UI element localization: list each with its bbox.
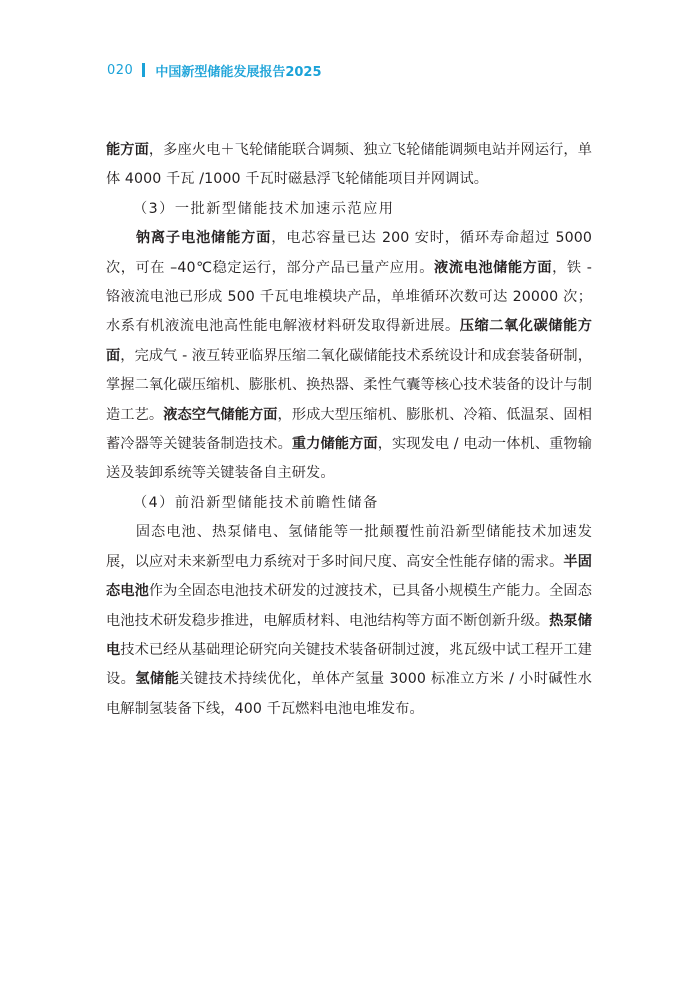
paragraph-text: ，形成大型压缩机、膨胀机、冷箱、低温泵、固相蓄冷器等关键装备制造技术。 xyxy=(106,406,593,453)
section-heading-4: （4）前沿新型储能技术前瞻性储备 xyxy=(132,494,379,511)
paragraph-demo-tech xyxy=(106,224,592,489)
bold-term: 液态空气储能方面 xyxy=(163,406,278,423)
section-heading-3: （3）一批新型储能技术加速示范应用 xyxy=(132,200,395,217)
body-text xyxy=(106,136,592,724)
paragraph-text: 关键技术持续优化，单体产氢量 3000 标准立方米 / 小时碱性水电解制氢装备下线，400 千瓦燃料电池电堆发布。 xyxy=(106,671,593,717)
bold-term: 压缩二氧化碳储能方面 xyxy=(106,318,592,364)
page-number: 020 xyxy=(107,62,134,78)
bold-term: 热泵储电 xyxy=(106,612,592,658)
bold-term: 半固态电池 xyxy=(106,553,593,600)
paragraph-text: ，完成气 - 液互转亚临界压缩二氧化碳储能技术系统设计和成套装备研制，掌握二氧化碳压缩机、膨胀机、换热器、柔性气囊等核心技术装备的设计与制造工艺。 xyxy=(106,347,592,423)
header-divider xyxy=(142,63,145,77)
bold-term: 液流电池储能方面 xyxy=(434,259,553,276)
paragraph-text: 作为全固态电池技术研发的过渡技术，已具备小规模生产能力。全固态电池技术研发稳步推进，电解质材料、电池结构等方面不断创新升级。 xyxy=(106,583,592,629)
bold-term: 钠离子电池储能方面 xyxy=(135,230,272,247)
paragraph-text: 固态电池、热泵储电、氢储能等一批颠覆性前沿新型储能技术加速发展，以应对未来新型电力系统对于多时间尺度、高安全性能存储的需求。 xyxy=(106,524,592,570)
paragraph-text: ，电芯容量已达 200 安时，循环寿命超过 5000 次，可在 –40℃稳定运行，部分产品已量产应用。 xyxy=(106,230,592,276)
paragraph-text: ，实现发电 / 电动一体机、重物输送及装卸系统等关键装备自主研发。 xyxy=(106,436,592,482)
paragraph-flywheel xyxy=(106,136,592,195)
page-header xyxy=(107,60,322,80)
bold-term: 氢储能 xyxy=(135,671,180,688)
paragraph-text: 技术已经从基础理论研究向关键技术装备研制过渡，兆瓦级中试工程开工建设。 xyxy=(106,641,592,688)
report-title: 中国新型储能发展报告2025 xyxy=(155,64,322,80)
bold-term: 重力储能方面 xyxy=(291,436,378,453)
paragraph-text: ，多座火电＋飞轮储能联合调频、独立飞轮储能调频电站并网运行，单体 4000 千瓦 /1000 千瓦时磁悬浮飞轮储能项目并网调试。 xyxy=(106,142,592,188)
bold-term: 能方面 xyxy=(106,142,149,158)
paragraph-frontier-tech xyxy=(106,518,592,724)
paragraph-text: ，铁 - 铬液流电池已形成 500 千瓦电堆模块产品，单堆循环次数可达 20000 次；水系有机液流电池高性能电解液材料研发取得新进展。 xyxy=(106,259,593,335)
